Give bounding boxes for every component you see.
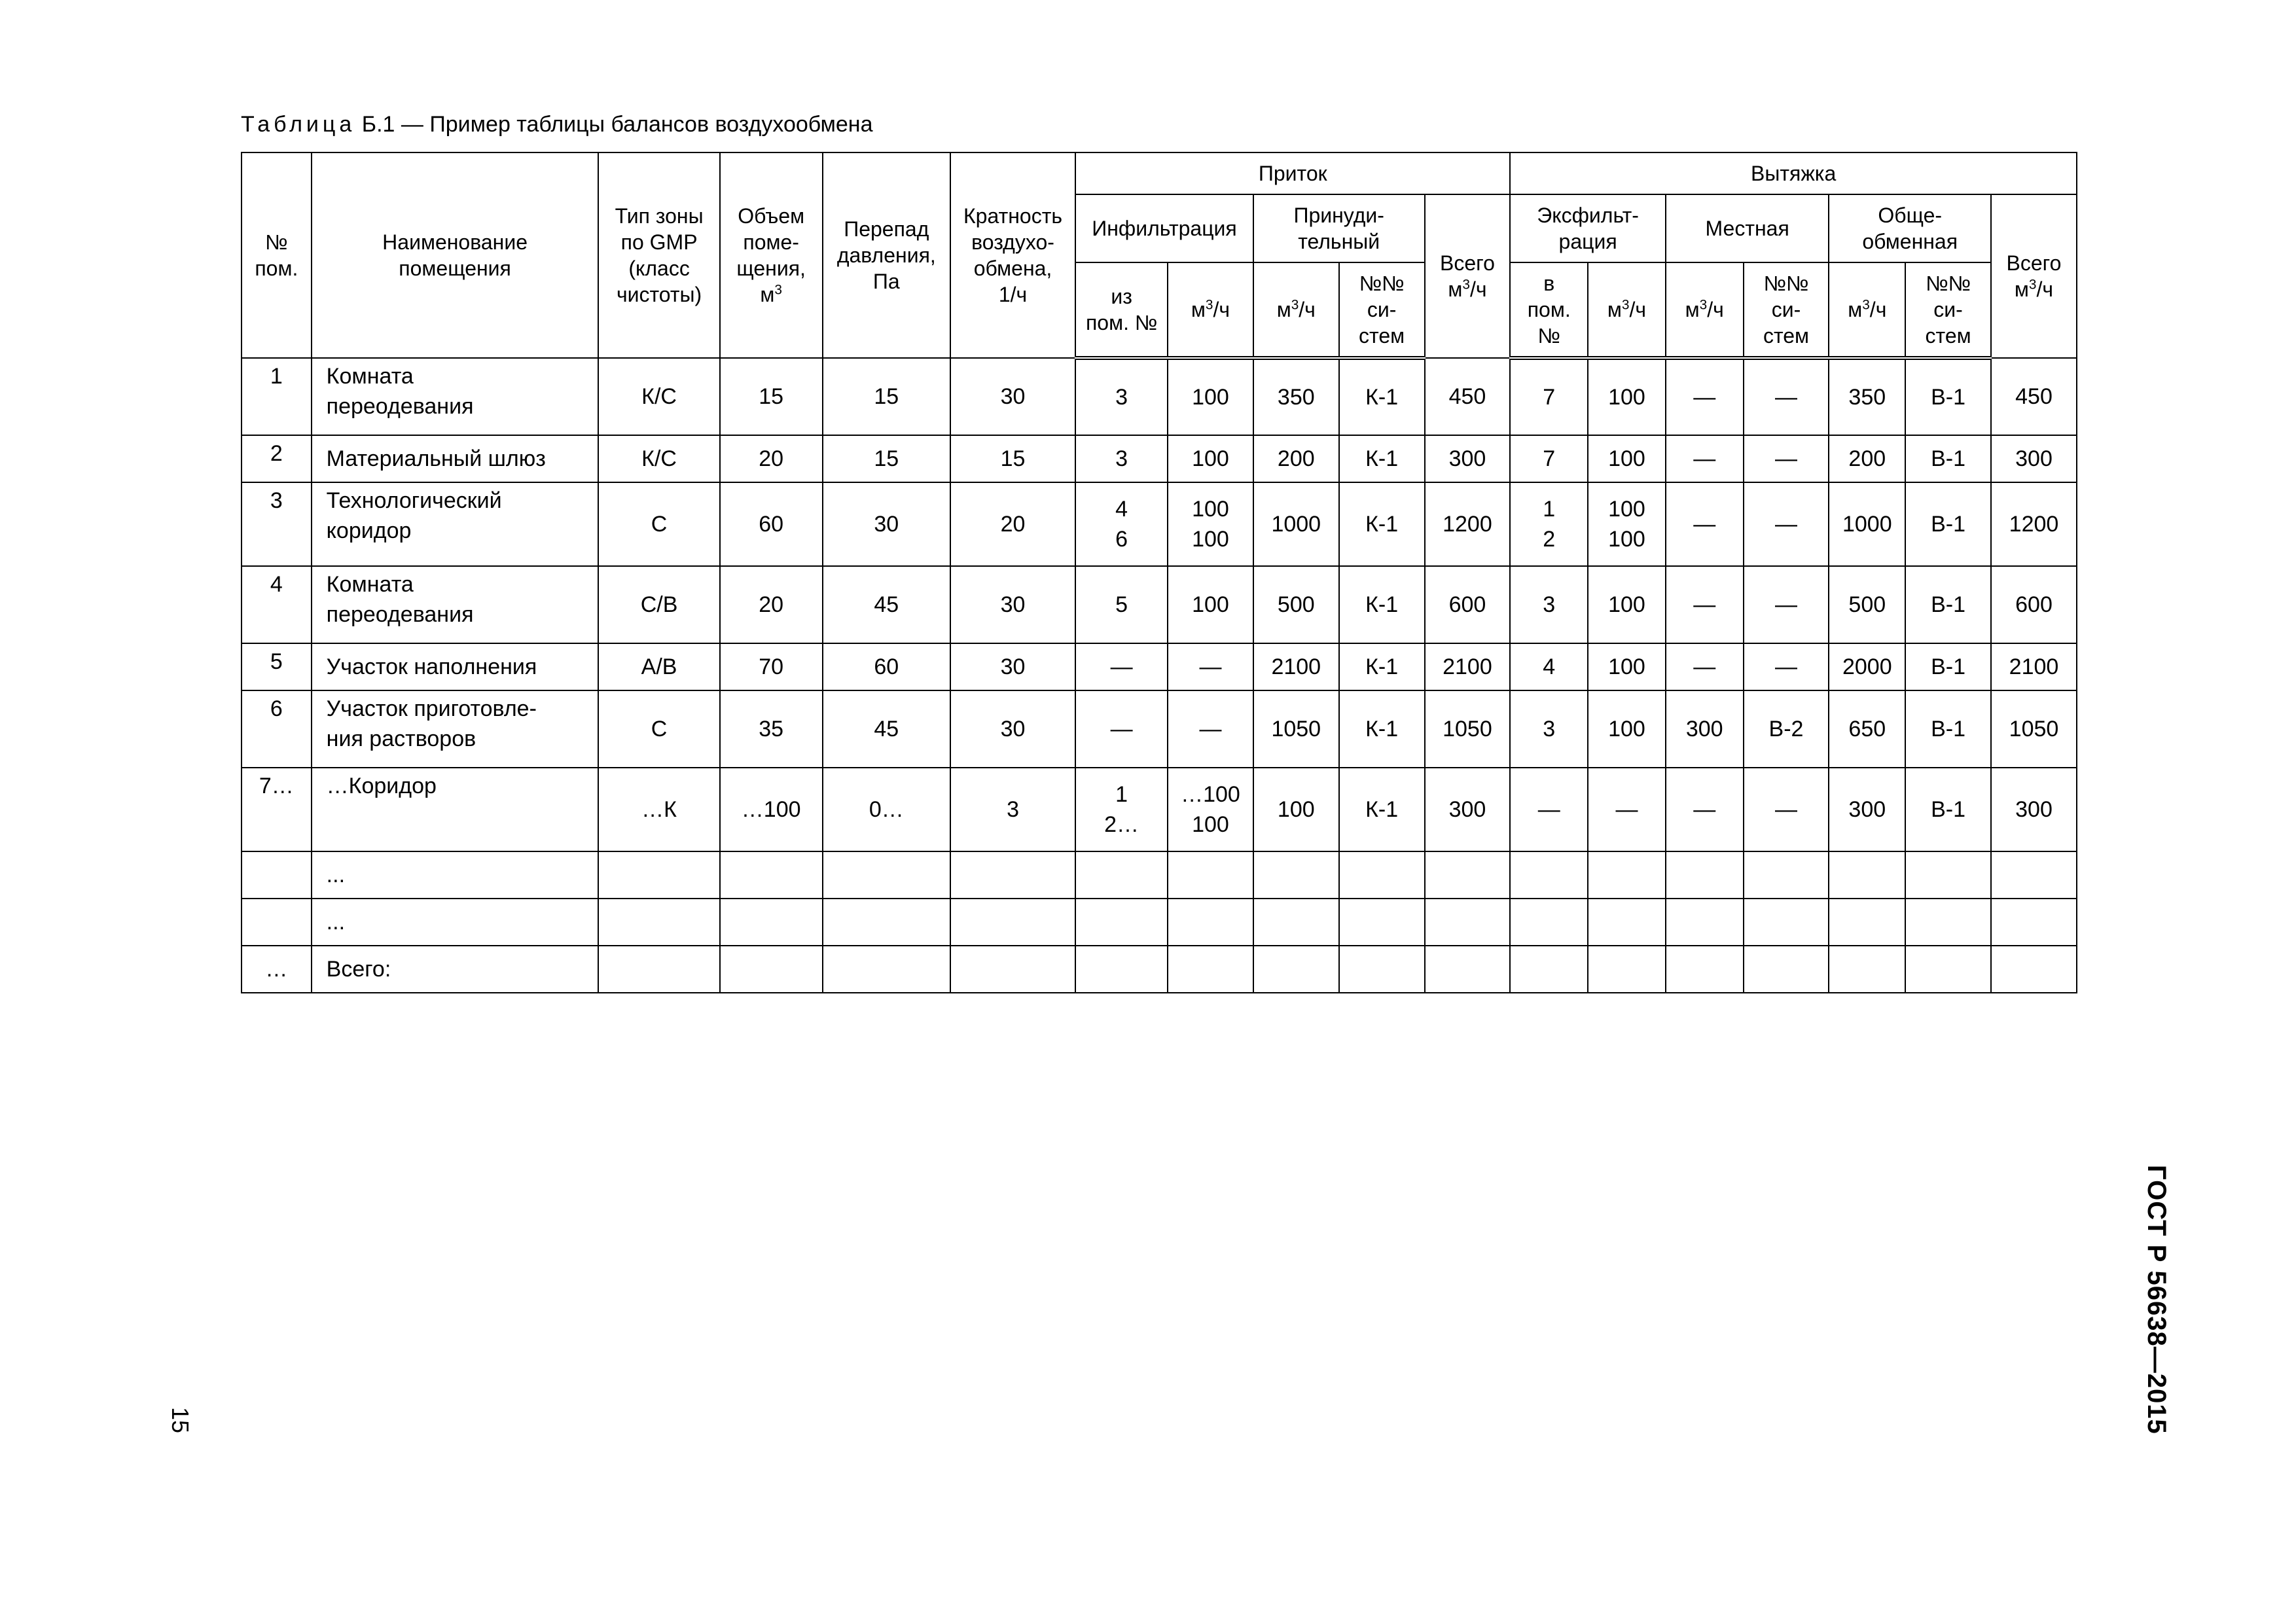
cell-rate: 20 [950, 482, 1075, 566]
cell-name: …Коридор [312, 768, 599, 851]
cell-exf-flow: 100 [1588, 566, 1666, 643]
cell-empty [1588, 946, 1666, 993]
document-id: ГОСТ Р 56638—2015 [2142, 1165, 2171, 1435]
cell-zone: С/В [598, 566, 719, 643]
total-row [242, 946, 2077, 993]
cell-name: ... [312, 851, 599, 899]
unit-h: /ч [1299, 298, 1316, 321]
cell-general-flow: 2000 [1829, 643, 1905, 690]
header-volume-text: Объем поме- щения, м [736, 204, 806, 306]
cell-exf-flow: — [1588, 768, 1666, 851]
cell-empty [1168, 851, 1253, 899]
cell-empty [1744, 851, 1829, 899]
header-exhaust: Вытяжка [1510, 152, 2077, 194]
cell-inf-from: — [1075, 690, 1168, 768]
air-balance-table [241, 152, 2077, 993]
cell-exf-flow: 100 [1588, 643, 1666, 690]
cell-zone: К/С [598, 435, 719, 482]
cell-forced-flow: 100 [1253, 768, 1339, 851]
cell-num: 4 [242, 566, 312, 643]
cell-num: 1 [242, 358, 312, 435]
cell-volume: 35 [720, 690, 823, 768]
cell-num: 5 [242, 643, 312, 690]
header-local-systems: №№ си- стем [1744, 262, 1829, 358]
cell-num: 2 [242, 435, 312, 482]
cell-empty [1991, 851, 2077, 899]
supply-total-unit: /ч [1469, 277, 1487, 301]
cell-forced-flow: 1000 [1253, 482, 1339, 566]
cell-supply-total: 1200 [1425, 482, 1511, 566]
header-room-volume [720, 152, 823, 358]
cell-pressure: 15 [823, 435, 950, 482]
cell-forced-sys: К-1 [1339, 768, 1425, 851]
cell-empty [1666, 946, 1744, 993]
header-supply-total [1425, 194, 1511, 358]
cell-name: Участок приготовле- ния растворов [312, 690, 599, 768]
cell-num [242, 851, 312, 899]
cell-inf-flow: 100 [1168, 358, 1253, 435]
unit-sup: 3 [1621, 297, 1630, 313]
cell-forced-sys: К-1 [1339, 482, 1425, 566]
header-general-flow [1829, 262, 1905, 358]
header-room-number: № пом. [242, 152, 312, 358]
cell-rate: 30 [950, 566, 1075, 643]
cell-local-flow: 300 [1666, 690, 1744, 768]
cell-inf-flow: 100 [1168, 435, 1253, 482]
header-room-name: Наименование помещения [312, 152, 599, 358]
cell-general-flow: 500 [1829, 566, 1905, 643]
cell-general-flow: 300 [1829, 768, 1905, 851]
cell-empty [1075, 946, 1168, 993]
cell-empty [1425, 946, 1511, 993]
cell-forced-sys: К-1 [1339, 358, 1425, 435]
cell-forced-sys: К-1 [1339, 643, 1425, 690]
cell-num: … [242, 946, 312, 993]
cell-local-sys: — [1744, 768, 1829, 851]
header-forced-systems: №№ си- стем [1339, 262, 1425, 358]
cell-general-sys: В-1 [1905, 768, 1991, 851]
cell-inf-from: 1 2… [1075, 768, 1168, 851]
cell-volume: …100 [720, 768, 823, 851]
table-row [242, 358, 2077, 435]
table-row [242, 435, 2077, 482]
unit-h: /ч [1707, 298, 1724, 321]
cell-forced-flow: 350 [1253, 358, 1339, 435]
cell-local-sys: В-2 [1744, 690, 1829, 768]
cell-total-label: Всего: [312, 946, 599, 993]
cell-exhaust-total: 2100 [1991, 643, 2077, 690]
cell-local-sys: — [1744, 358, 1829, 435]
unit-m: м [1848, 298, 1863, 321]
cell-general-flow: 350 [1829, 358, 1905, 435]
cell-num: 7… [242, 768, 312, 851]
cell-inf-flow: 100 [1168, 566, 1253, 643]
cell-local-sys: — [1744, 482, 1829, 566]
cell-supply-total: 600 [1425, 566, 1511, 643]
unit-m: м [1191, 298, 1206, 321]
cell-exhaust-total: 300 [1991, 768, 2077, 851]
cell-local-sys: — [1744, 566, 1829, 643]
table-row [242, 851, 2077, 899]
unit-h: /ч [1629, 298, 1647, 321]
cell-supply-total: 450 [1425, 358, 1511, 435]
cell-empty [1168, 946, 1253, 993]
cell-inf-from: 4 6 [1075, 482, 1168, 566]
header-exf-flow [1588, 262, 1666, 358]
cell-local-flow: — [1666, 768, 1744, 851]
unit-sup: 3 [1205, 297, 1213, 313]
cell-inf-flow: — [1168, 690, 1253, 768]
cell-pressure: 45 [823, 690, 950, 768]
cell-exf-room: 1 2 [1510, 482, 1588, 566]
table-row [242, 643, 2077, 690]
cell-empty [823, 899, 950, 946]
header-infiltration: Инфильтрация [1075, 194, 1253, 262]
cell-forced-flow: 2100 [1253, 643, 1339, 690]
cell-pressure: 15 [823, 358, 950, 435]
cell-zone: С [598, 690, 719, 768]
header-local: Местная [1666, 194, 1829, 262]
cell-local-flow: — [1666, 566, 1744, 643]
supply-total-sup: 3 [1462, 277, 1470, 293]
cell-empty [598, 851, 719, 899]
caption-prefix: Таблица [241, 112, 356, 137]
cell-empty [1744, 899, 1829, 946]
cell-rate: 30 [950, 643, 1075, 690]
cell-general-flow: 650 [1829, 690, 1905, 768]
cell-local-flow: — [1666, 643, 1744, 690]
cell-general-sys: В-1 [1905, 643, 1991, 690]
cell-rate: 3 [950, 768, 1075, 851]
cell-inf-from: 3 [1075, 435, 1168, 482]
unit-sup: 3 [1699, 297, 1708, 313]
unit-h: /ч [1213, 298, 1230, 321]
cell-empty [1905, 851, 1991, 899]
header-general: Обще- обменная [1829, 194, 1991, 262]
cell-inf-flow: …100 100 [1168, 768, 1253, 851]
cell-volume: 15 [720, 358, 823, 435]
header-supply: Приток [1075, 152, 1510, 194]
cell-exf-room: — [1510, 768, 1588, 851]
cell-empty [1991, 899, 2077, 946]
cell-general-sys: В-1 [1905, 690, 1991, 768]
cell-pressure: 60 [823, 643, 950, 690]
cell-supply-total: 300 [1425, 435, 1511, 482]
cell-name: ... [312, 899, 599, 946]
table-row [242, 768, 2077, 851]
cell-general-sys: В-1 [1905, 435, 1991, 482]
cell-inf-from: — [1075, 643, 1168, 690]
cell-empty [720, 851, 823, 899]
cell-empty [950, 899, 1075, 946]
cell-empty [598, 946, 719, 993]
table-row [242, 899, 2077, 946]
header-forced-flow [1253, 262, 1339, 358]
cell-local-sys: — [1744, 643, 1829, 690]
cell-exf-room: 3 [1510, 566, 1588, 643]
cell-empty [720, 899, 823, 946]
cell-forced-sys: К-1 [1339, 435, 1425, 482]
cell-inf-from: 5 [1075, 566, 1168, 643]
exhaust-total-text: Всего м [2006, 251, 2062, 301]
cell-num [242, 899, 312, 946]
exhaust-total-unit: /ч [2036, 277, 2054, 301]
header-from-room: из пом. № [1075, 262, 1168, 358]
cell-empty [1510, 851, 1588, 899]
cell-rate: 15 [950, 435, 1075, 482]
table-row [242, 690, 2077, 768]
cell-empty [950, 851, 1075, 899]
cell-empty [1510, 946, 1588, 993]
cell-exf-flow: 100 [1588, 690, 1666, 768]
cell-zone: С [598, 482, 719, 566]
cell-exhaust-total: 450 [1991, 358, 2077, 435]
cell-empty [720, 946, 823, 993]
cell-empty [1075, 899, 1168, 946]
cell-empty [1425, 851, 1511, 899]
cell-empty [1075, 851, 1168, 899]
cell-empty [1510, 899, 1588, 946]
cell-exf-room: 3 [1510, 690, 1588, 768]
cell-empty [1253, 899, 1339, 946]
cell-rate: 30 [950, 358, 1075, 435]
unit-m: м [1685, 298, 1700, 321]
cell-empty [1666, 899, 1744, 946]
cell-name: Комната переодевания [312, 358, 599, 435]
header-in-room: в пом. № [1510, 262, 1588, 358]
cell-forced-sys: К-1 [1339, 690, 1425, 768]
cell-empty [950, 946, 1075, 993]
cell-exf-flow: 100 [1588, 435, 1666, 482]
cell-local-flow: — [1666, 482, 1744, 566]
unit-h: /ч [1869, 298, 1887, 321]
cell-empty [1339, 946, 1425, 993]
cell-exhaust-total: 1200 [1991, 482, 2077, 566]
cell-volume: 70 [720, 643, 823, 690]
cell-name: Комната переодевания [312, 566, 599, 643]
cell-supply-total: 300 [1425, 768, 1511, 851]
cell-exhaust-total: 300 [1991, 435, 2077, 482]
cell-num: 3 [242, 482, 312, 566]
cell-empty [823, 946, 950, 993]
cell-empty [1905, 946, 1991, 993]
header-volume-sup: 3 [774, 282, 782, 298]
unit-sup: 3 [1862, 297, 1870, 313]
cell-zone: К/С [598, 358, 719, 435]
cell-num: 6 [242, 690, 312, 768]
cell-name: Технологический коридор [312, 482, 599, 566]
cell-empty [1829, 851, 1905, 899]
cell-forced-sys: К-1 [1339, 566, 1425, 643]
cell-exhaust-total: 1050 [1991, 690, 2077, 768]
cell-name: Участок наполнения [312, 643, 599, 690]
cell-general-flow: 200 [1829, 435, 1905, 482]
cell-forced-flow: 500 [1253, 566, 1339, 643]
header-local-flow [1666, 262, 1744, 358]
cell-general-flow: 1000 [1829, 482, 1905, 566]
table-row [242, 482, 2077, 566]
cell-empty [1744, 946, 1829, 993]
header-air-exchange-rate: Кратность воздухо- обмена, 1/ч [950, 152, 1075, 358]
cell-pressure: 45 [823, 566, 950, 643]
cell-empty [1905, 899, 1991, 946]
cell-zone: …К [598, 768, 719, 851]
header-forced: Принуди- тельный [1253, 194, 1425, 262]
unit-m: м [1607, 298, 1622, 321]
header-exhaust-total [1991, 194, 2077, 358]
header-exfiltration: Эксфильт- рация [1510, 194, 1666, 262]
cell-exf-room: 4 [1510, 643, 1588, 690]
header-inf-flow [1168, 262, 1253, 358]
cell-general-sys: В-1 [1905, 566, 1991, 643]
cell-exf-room: 7 [1510, 358, 1588, 435]
header-gmp-zone: Тип зоны по GMP (класс чистоты) [598, 152, 719, 358]
exhaust-total-sup: 3 [2028, 277, 2037, 293]
cell-inf-flow: 100 100 [1168, 482, 1253, 566]
table-caption [241, 110, 872, 139]
cell-empty [1588, 851, 1666, 899]
cell-exf-room: 7 [1510, 435, 1588, 482]
cell-empty [1991, 946, 2077, 993]
cell-supply-total: 1050 [1425, 690, 1511, 768]
cell-exf-flow: 100 [1588, 358, 1666, 435]
cell-general-sys: В-1 [1905, 482, 1991, 566]
cell-pressure: 30 [823, 482, 950, 566]
cell-empty [1425, 899, 1511, 946]
unit-m: м [1276, 298, 1291, 321]
caption-title: Б.1 — Пример таблицы балансов воздухообмена [355, 112, 873, 137]
cell-pressure: 0… [823, 768, 950, 851]
cell-name: Материальный шлюз [312, 435, 599, 482]
cell-empty [823, 851, 950, 899]
cell-empty [1829, 899, 1905, 946]
cell-empty [598, 899, 719, 946]
cell-local-sys: — [1744, 435, 1829, 482]
cell-empty [1339, 851, 1425, 899]
page-number: 15 [167, 1407, 194, 1434]
cell-empty [1829, 946, 1905, 993]
cell-local-flow: — [1666, 358, 1744, 435]
cell-forced-flow: 1050 [1253, 690, 1339, 768]
cell-general-sys: В-1 [1905, 358, 1991, 435]
cell-local-flow: — [1666, 435, 1744, 482]
supply-total-text: Всего м [1439, 251, 1495, 301]
cell-inf-from: 3 [1075, 358, 1168, 435]
cell-forced-flow: 200 [1253, 435, 1339, 482]
header-pressure-difference: Перепад давления, Па [823, 152, 950, 358]
cell-empty [1168, 899, 1253, 946]
cell-empty [1666, 851, 1744, 899]
table-row [242, 566, 2077, 643]
cell-empty [1588, 899, 1666, 946]
cell-exhaust-total: 600 [1991, 566, 2077, 643]
cell-zone: А/В [598, 643, 719, 690]
cell-volume: 20 [720, 566, 823, 643]
cell-supply-total: 2100 [1425, 643, 1511, 690]
cell-volume: 20 [720, 435, 823, 482]
cell-volume: 60 [720, 482, 823, 566]
cell-exf-flow: 100 100 [1588, 482, 1666, 566]
cell-empty [1253, 946, 1339, 993]
unit-sup: 3 [1291, 297, 1299, 313]
cell-inf-flow: — [1168, 643, 1253, 690]
cell-empty [1339, 899, 1425, 946]
cell-empty [1253, 851, 1339, 899]
cell-rate: 30 [950, 690, 1075, 768]
header-general-systems: №№ си- стем [1905, 262, 1991, 358]
